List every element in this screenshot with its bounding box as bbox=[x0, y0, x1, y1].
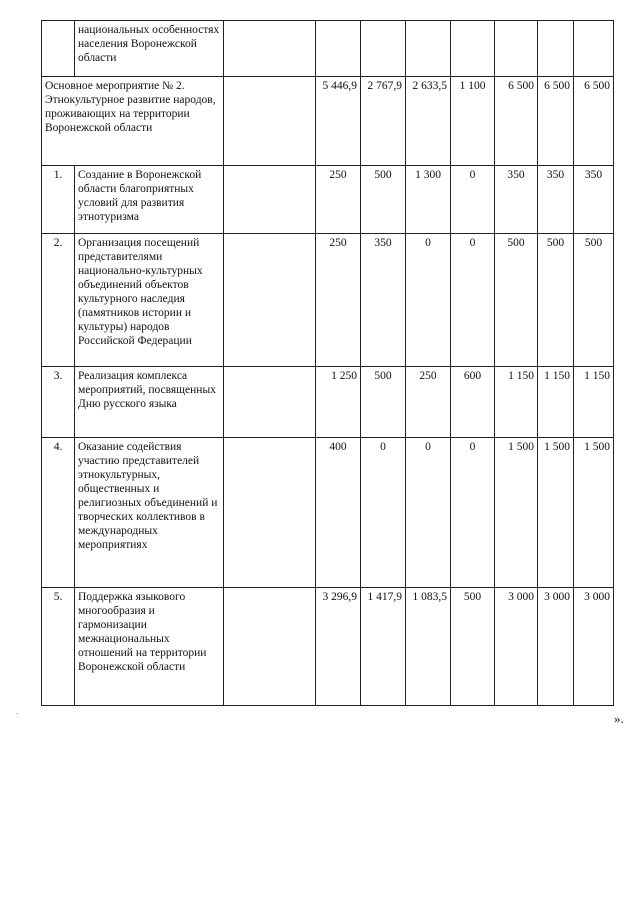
value-cell bbox=[574, 21, 614, 77]
value-cell: 1 150 bbox=[495, 367, 538, 438]
executor-cell bbox=[224, 438, 316, 588]
value-cell: 3 000 bbox=[574, 588, 614, 706]
value-cell: 6 500 bbox=[574, 77, 614, 166]
value-cell: 500 bbox=[451, 588, 495, 706]
value-cell: 500 bbox=[361, 367, 406, 438]
table-row bbox=[42, 234, 614, 367]
value-cell bbox=[316, 21, 361, 77]
value-cell: 350 bbox=[361, 234, 406, 367]
value-cell: 350 bbox=[574, 166, 614, 234]
value-cell: 250 bbox=[406, 367, 451, 438]
executor-cell bbox=[224, 234, 316, 367]
value-cell bbox=[538, 21, 574, 77]
value-cell: 400 bbox=[316, 438, 361, 588]
row-name: Оказание содействия участию представителей этнокультурных, общественных и религиозных объединений и творческих коллективов в международных мероприятиях bbox=[75, 438, 224, 588]
value-cell: 500 bbox=[574, 234, 614, 367]
table-row bbox=[42, 21, 614, 77]
value-cell: 0 bbox=[451, 234, 495, 367]
budget-table bbox=[41, 20, 614, 706]
table-row bbox=[42, 588, 614, 706]
value-cell: 0 bbox=[451, 166, 495, 234]
row-number: 3. bbox=[42, 367, 75, 438]
row-name: Создание в Воронежской области благоприятных условий для развития этнотуризма bbox=[75, 166, 224, 234]
value-cell: 3 000 bbox=[495, 588, 538, 706]
table-row bbox=[42, 77, 614, 166]
row-name: Организация посещений представителями национально-культурных объединений объектов культурного наследия (памятников истории и культуры) народов Российской Федерации bbox=[75, 234, 224, 367]
value-cell: 0 bbox=[406, 234, 451, 367]
scan-speck bbox=[16, 713, 18, 714]
value-cell: 250 bbox=[316, 166, 361, 234]
main-activity-name: Основное мероприятие № 2. Этнокультурное развитие народов, проживающих на территории Воронежской области bbox=[42, 77, 224, 166]
row-number bbox=[42, 21, 75, 77]
row-name: Реализация комплекса мероприятий, посвященных Дню русского языка bbox=[75, 367, 224, 438]
value-cell: 5 446,9 bbox=[316, 77, 361, 166]
value-cell: 500 bbox=[361, 166, 406, 234]
value-cell: 500 bbox=[538, 234, 574, 367]
value-cell: 6 500 bbox=[495, 77, 538, 166]
executor-cell bbox=[224, 77, 316, 166]
value-cell: 1 300 bbox=[406, 166, 451, 234]
value-cell: 0 bbox=[361, 438, 406, 588]
value-cell bbox=[495, 21, 538, 77]
value-cell: 6 500 bbox=[538, 77, 574, 166]
value-cell: 600 bbox=[451, 367, 495, 438]
row-number: 1. bbox=[42, 166, 75, 234]
value-cell: 1 500 bbox=[538, 438, 574, 588]
value-cell: 2 633,5 bbox=[406, 77, 451, 166]
value-cell: 1 500 bbox=[574, 438, 614, 588]
value-cell: 500 bbox=[495, 234, 538, 367]
row-number: 2. bbox=[42, 234, 75, 367]
value-cell: 1 150 bbox=[574, 367, 614, 438]
value-cell: 1 100 bbox=[451, 77, 495, 166]
value-cell: 250 bbox=[316, 234, 361, 367]
row-name: Поддержка языкового многообразия и гармонизации межнациональных отношений на территории Воронежской области bbox=[75, 588, 224, 706]
value-cell: 3 296,9 bbox=[316, 588, 361, 706]
value-cell: 1 417,9 bbox=[361, 588, 406, 706]
value-cell: 1 150 bbox=[538, 367, 574, 438]
value-cell: 350 bbox=[495, 166, 538, 234]
executor-cell bbox=[224, 367, 316, 438]
value-cell: 0 bbox=[406, 438, 451, 588]
value-cell bbox=[361, 21, 406, 77]
value-cell bbox=[451, 21, 495, 77]
table-row bbox=[42, 438, 614, 588]
table-row bbox=[42, 166, 614, 234]
value-cell: 350 bbox=[538, 166, 574, 234]
closing-quote-mark: ». bbox=[614, 711, 624, 726]
value-cell bbox=[406, 21, 451, 77]
value-cell: 1 250 bbox=[316, 367, 361, 438]
row-number: 5. bbox=[42, 588, 75, 706]
value-cell: 3 000 bbox=[538, 588, 574, 706]
value-cell: 1 083,5 bbox=[406, 588, 451, 706]
value-cell: 0 bbox=[451, 438, 495, 588]
table-row bbox=[42, 367, 614, 438]
value-cell: 1 500 bbox=[495, 438, 538, 588]
executor-cell bbox=[224, 21, 316, 77]
executor-cell bbox=[224, 166, 316, 234]
row-name: национальных особенностях населения Воронежской области bbox=[75, 21, 224, 77]
value-cell: 2 767,9 bbox=[361, 77, 406, 166]
executor-cell bbox=[224, 588, 316, 706]
row-number: 4. bbox=[42, 438, 75, 588]
